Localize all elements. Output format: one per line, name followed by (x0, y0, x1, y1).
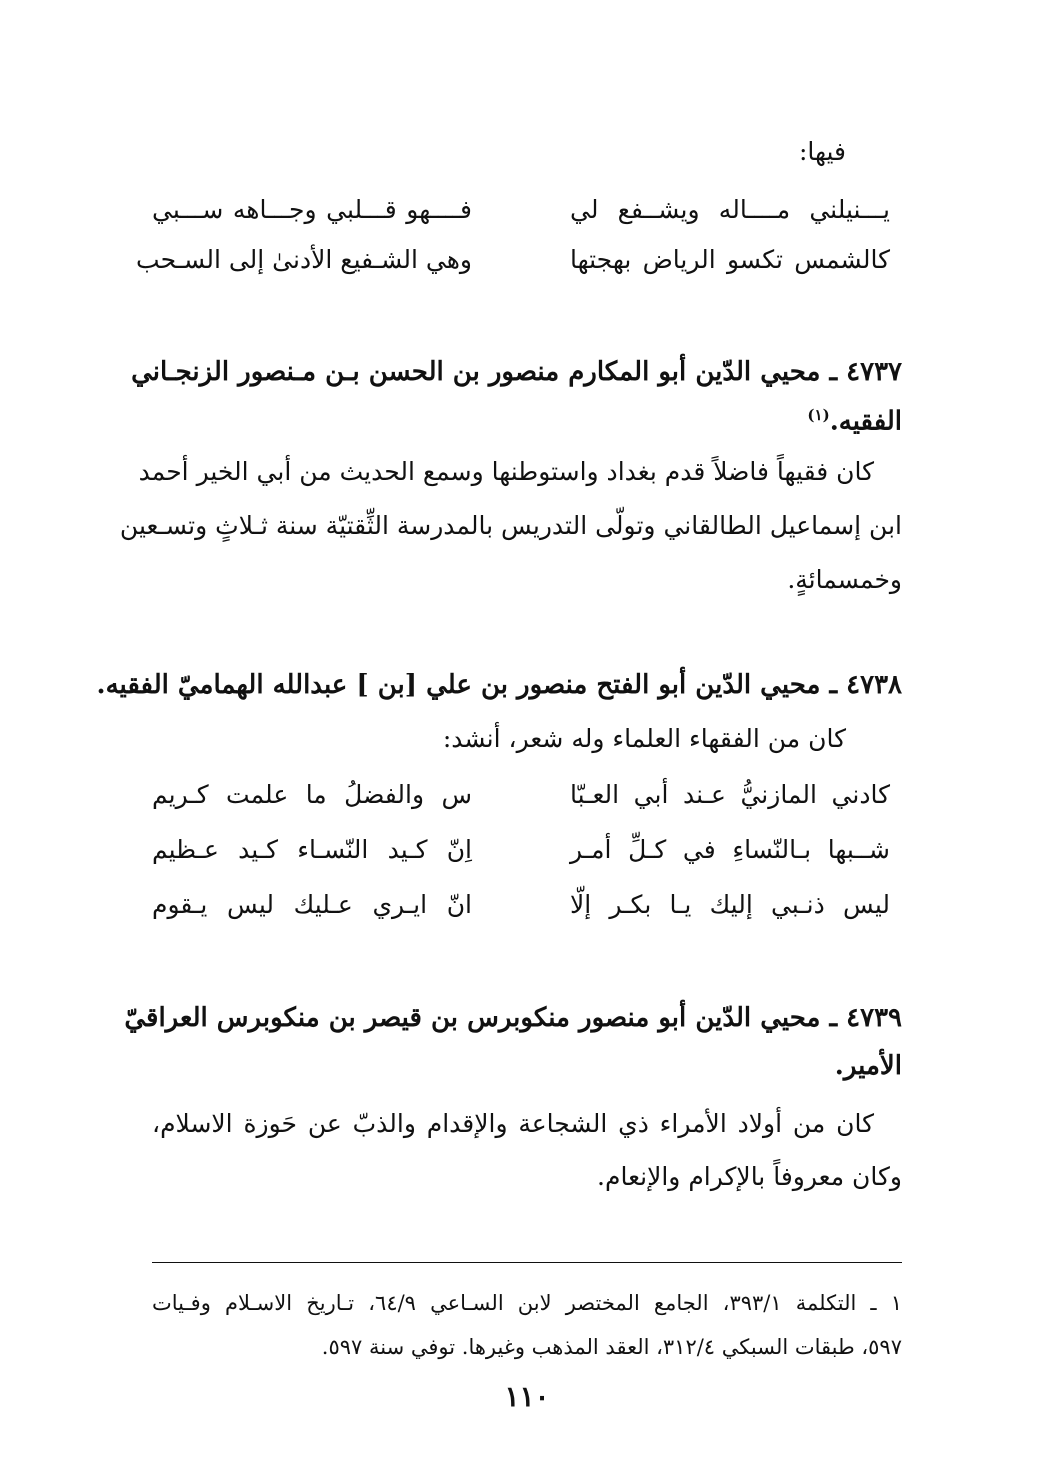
footnote-separator (152, 1262, 902, 1263)
entry-heading: ٤٧٣٨ ـ محيي الدّين أبو الفتح منصور بن علي [بن ] عبدالله الهماميّ الفقيه. (96, 670, 902, 700)
verse-line (152, 190, 902, 230)
verse-line (136, 240, 902, 280)
entry-heading-continued: الفقيه.$^{(١)}$ (807, 406, 902, 437)
entry-body-line: كان فقيهاً فاضلاً قدم بغداد واستوطنها وسمع الحديث من أبي الخير أحمد (138, 457, 874, 486)
verse-second-hemistich: س والفضلُ ما علمت كـريم (152, 780, 472, 809)
verse-first-hemistich: شــبها بـالنّساءِ في كـلِّ أمـر (570, 835, 890, 864)
entry-body-line: وخمسمائةٍ. (787, 565, 902, 594)
entry-body-line: كان من أولاد الأمراء ذي الشجاعة والإقدام والذبّ عن حَوزة الاسلام، (152, 1109, 874, 1138)
entry-heading-continued: الأمير. (834, 1051, 902, 1081)
page-number: ١١٠ (504, 1380, 550, 1413)
verse-second-hemistich: فــــهو قـــلبي وجـــاهه ســـبي (152, 195, 472, 224)
footnote-line: ٥٩٧، طبقات السبكي ٣١٢/٤، العقد المذهب وغيرها. توفي سنة ٥٩٧. (321, 1335, 902, 1359)
verse-line (152, 830, 902, 870)
verse-first-hemistich: يـــنيلني مــــاله ويشــفع لي (570, 195, 890, 224)
entry-heading: ٤٧٣٧ ـ محيي الدّين أبو المكارم منصور بن الحسن بـن مـنصور الزنجـاني (131, 357, 902, 387)
verse-intro-label: فيها: (798, 137, 846, 166)
verse-first-hemistich: ليس ذنـبي إليك يـا بكـر إلّا (570, 890, 890, 919)
book-page (96, 0, 903, 1475)
verse-line (152, 885, 902, 925)
footnote-line: ١ ـ التكلمة ٣٩٣/١، الجامع المختصر لابن السـاعي ٦٤/٩، تـاريخ الاسـلام وفـيات (152, 1291, 903, 1315)
verse-second-hemistich: انّ ايـري عـليك ليس يـقوم (152, 890, 472, 919)
verse-first-hemistich: كادني المازنيُّ عـند أبي العـبّا (570, 780, 890, 809)
entry-heading: ٤٧٣٩ ـ محيي الدّين أبو منصور منكوبرس بن قيصر بن منكوبرس العراقيّ (124, 1003, 902, 1033)
verse-first-hemistich: كالشمس تكسو الرياض بهجتها (570, 245, 890, 274)
footnote-reference: (١) (807, 406, 830, 424)
entry-body-line: ابن إسماعيل الطالقاني وتولّى التدريس بالمدرسة الثِّقتيّة سنة ثـلاثٍ وتسـعين (119, 511, 902, 540)
entry-body-line: كان من الفقهاء العلماء وله شعر، أنشد: (442, 724, 846, 753)
verse-second-hemistich: وهي الشـفيع الأدنىٰ إلى السـحب (136, 245, 472, 274)
verse-second-hemistich: اِنّ كـيد النّسـاء كـيد عـظيم (152, 835, 472, 864)
verse-line (152, 775, 902, 815)
entry-body-line: وكان معروفاً بالإكرام والإنعام. (597, 1162, 902, 1191)
